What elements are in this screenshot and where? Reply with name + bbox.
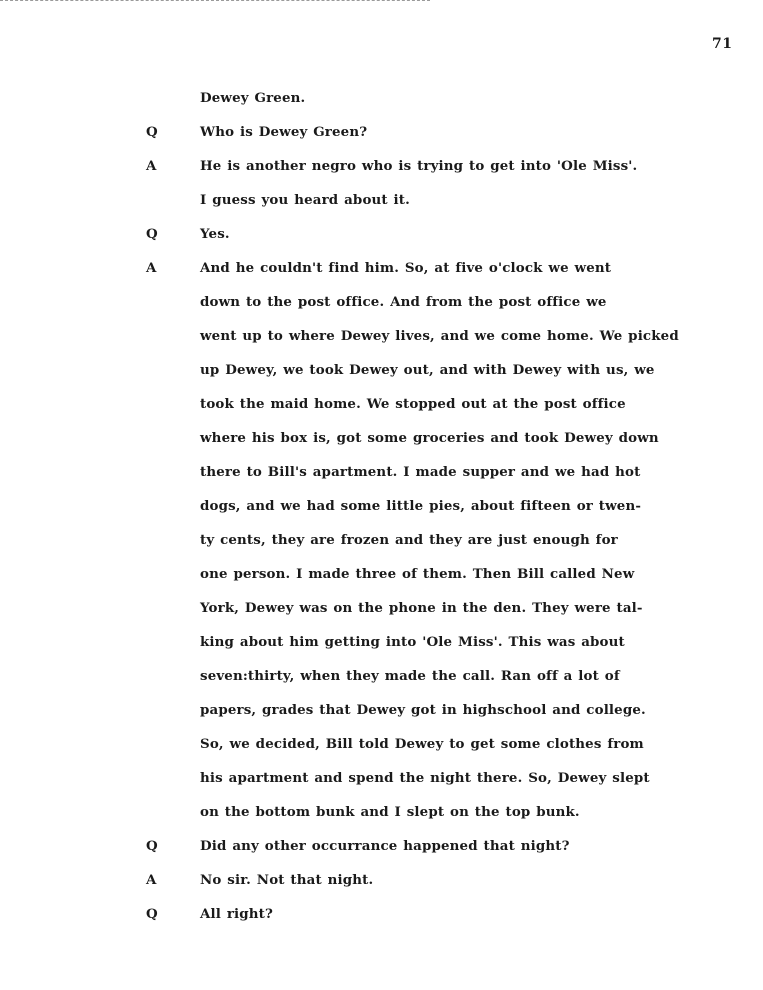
speaker-label: Q [146,124,158,140]
line-text: So, we decided, Bill told Dewey to get some clothes from [200,736,644,752]
speaker-label: Q [146,838,158,854]
speaker-label: Q [146,226,158,242]
transcript-line [0,353,763,387]
transcript-line [0,489,763,523]
transcript-body [0,81,763,931]
speaker-label: A [146,260,157,276]
line-text: Yes. [200,226,230,242]
speaker-label: Q [146,906,158,922]
line-text: took the maid home. We stopped out at the post office [200,396,626,412]
line-text: No sir. Not that night. [200,872,374,888]
line-text: Did any other occurrance happened that night? [200,838,570,854]
transcript-line [0,761,763,795]
transcript-line [0,897,763,931]
transcript-line [0,81,763,115]
line-text: his apartment and spend the night there. So, Dewey slept [200,770,650,786]
transcript-line [0,625,763,659]
line-text: seven:thirty, when they made the call. Ran off a lot of [200,668,620,684]
transcript-line [0,319,763,353]
line-text: I guess you heard about it. [200,192,410,208]
page-number: 71 [712,36,733,52]
transcript-line [0,421,763,455]
line-text: And he couldn't find him. So, at five o'clock we went [200,260,612,276]
transcript-line [0,251,763,285]
transcript-line [0,115,763,149]
transcript-line [0,387,763,421]
line-text: York, Dewey was on the phone in the den. They were tal- [200,600,643,616]
line-text: Dewey Green. [200,90,306,106]
transcript-line [0,795,763,829]
transcript-line [0,557,763,591]
line-text: went up to where Dewey lives, and we come home. We picked [200,328,679,344]
line-text: papers, grades that Dewey got in highschool and college. [200,702,646,718]
transcript-line [0,659,763,693]
line-text: He is another negro who is trying to get into 'Ole Miss'. [200,158,638,174]
transcript-line [0,829,763,863]
line-text: All right? [200,906,273,922]
transcript-line [0,285,763,319]
transcript-line [0,523,763,557]
line-text: where his box is, got some groceries and took Dewey down [200,430,659,446]
line-text: dogs, and we had some little pies, about fifteen or twen- [200,498,642,514]
transcript-line [0,217,763,251]
transcript-line [0,591,763,625]
transcript-line [0,693,763,727]
page-top-dashed-rule [0,0,430,1]
transcript-line [0,183,763,217]
speaker-label: A [146,158,157,174]
line-text: up Dewey, we took Dewey out, and with Dewey with us, we [200,362,655,378]
transcript-line [0,863,763,897]
line-text: Who is Dewey Green? [200,124,368,140]
transcript-line [0,455,763,489]
transcript-line [0,149,763,183]
speaker-label: A [146,872,157,888]
line-text: ty cents, they are frozen and they are just enough for [200,532,618,548]
line-text: there to Bill's apartment. I made supper and we had hot [200,464,641,480]
transcript-line [0,727,763,761]
line-text: on the bottom bunk and I slept on the top bunk. [200,804,580,820]
line-text: king about him getting into 'Ole Miss'. This was about [200,634,625,650]
line-text: down to the post office. And from the post office we [200,294,607,310]
line-text: one person. I made three of them. Then Bill called New [200,566,635,582]
